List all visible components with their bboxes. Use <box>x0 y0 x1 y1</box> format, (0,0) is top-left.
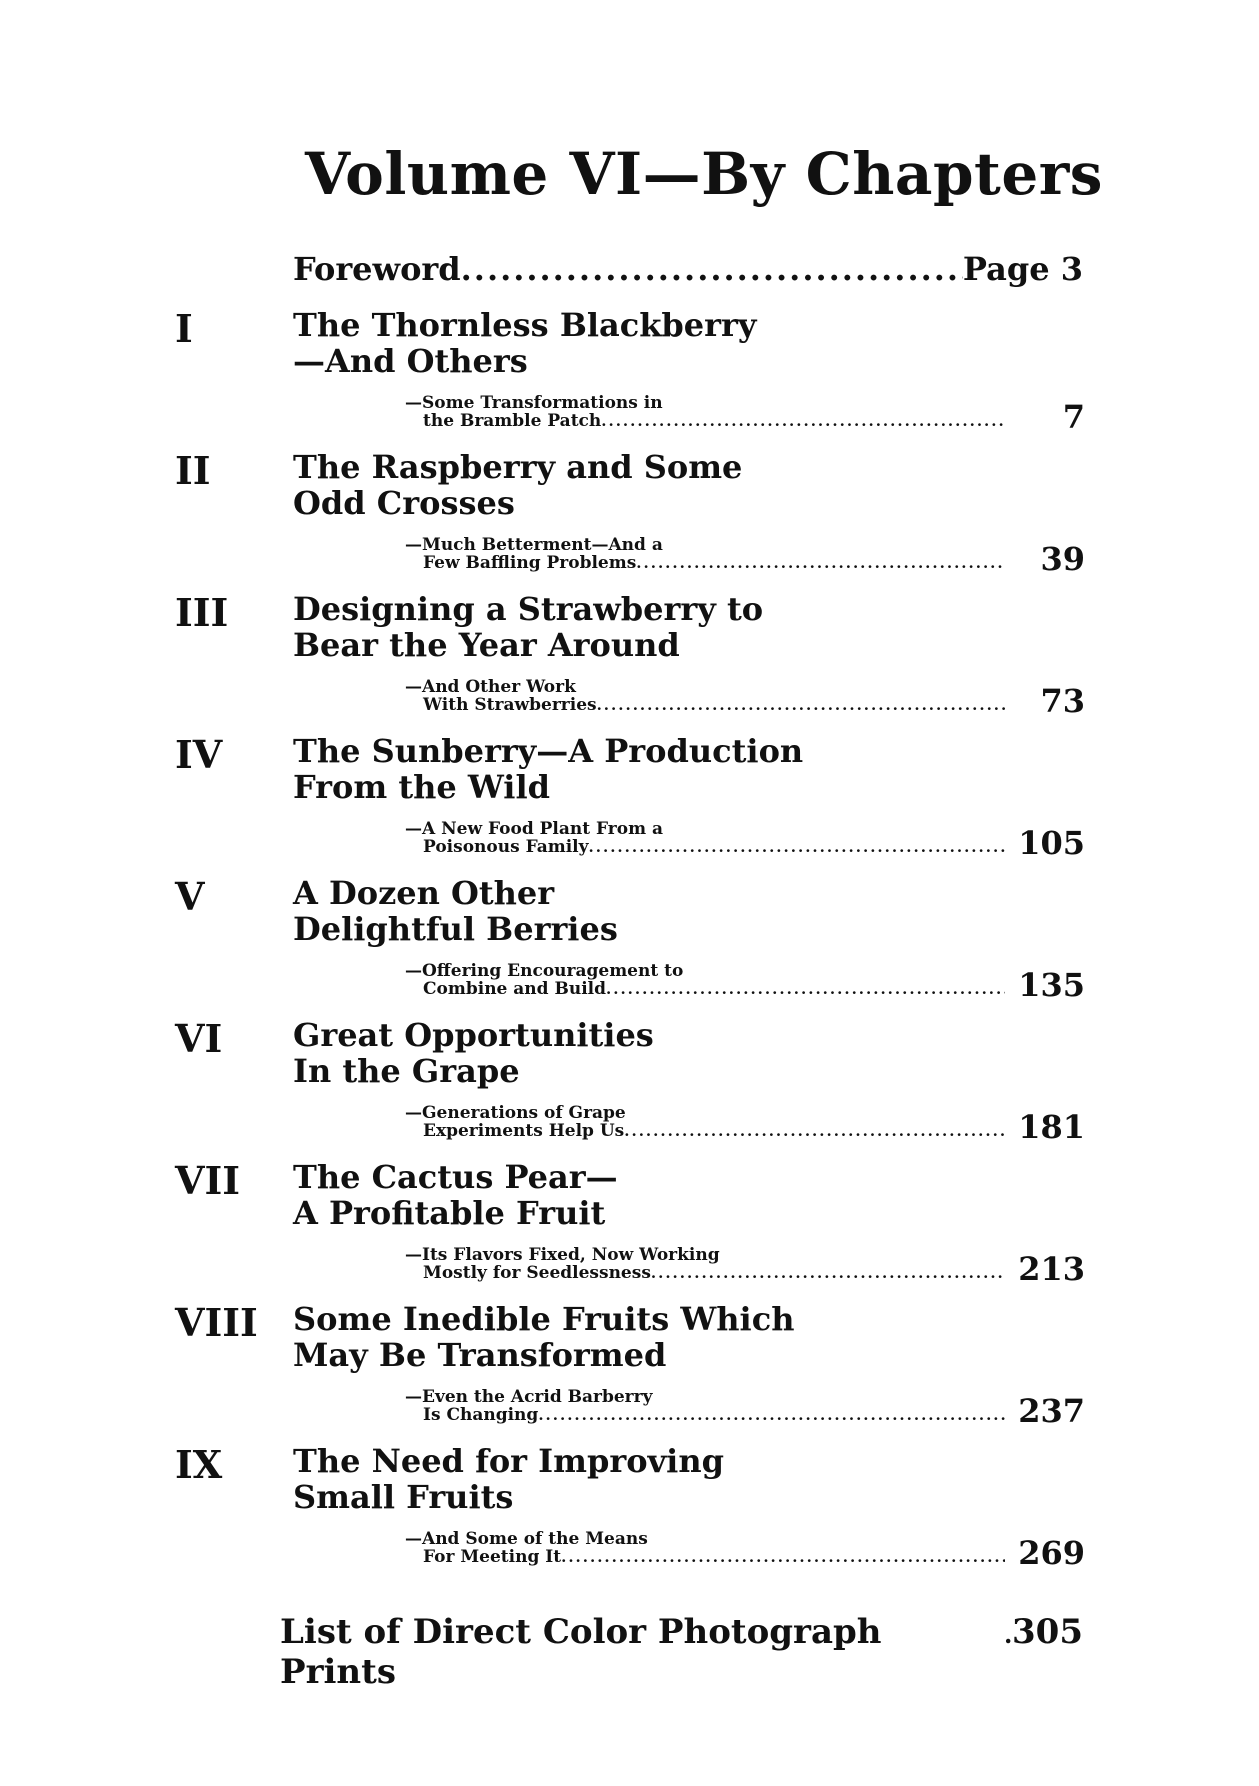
chapter-subtitle <box>405 678 1005 714</box>
foreword-page: Page 3 <box>962 250 1083 288</box>
chapter-subtitle <box>405 1246 1005 1282</box>
chapter-subtitle-line2: Few Baffling Problems <box>423 553 637 573</box>
chapter-title-line2: —And Others <box>293 342 528 380</box>
chapter-numeral: IX <box>175 1442 223 1487</box>
chapter-title-line1: The Cactus Pear— <box>293 1158 618 1196</box>
chapter-entry-vi[interactable] <box>175 1016 1085 1154</box>
chapter-numeral: IV <box>175 732 223 777</box>
chapter-subtitle-line2-row <box>405 1406 1005 1424</box>
chapter-subtitle <box>405 536 1005 572</box>
chapter-title-line1: The Sunberry—A Production <box>293 732 804 770</box>
chapter-title-line1: The Thornless Blackberry <box>293 306 757 344</box>
chapter-subtitle <box>405 1104 1005 1140</box>
chapter-subtitle-line1: —Even the Acrid Barberry <box>405 1387 653 1407</box>
leader-dots <box>538 1406 1005 1424</box>
chapter-subtitle-line2-row <box>405 696 1005 714</box>
chapter-page-number: 213 <box>1018 1250 1085 1288</box>
chapter-entry-viii[interactable] <box>175 1300 1085 1438</box>
chapter-title-line1: The Need for Improving <box>293 1442 724 1480</box>
chapter-title-line2: A Profitable Fruit <box>293 1194 606 1232</box>
list-of-prints-page: 305 <box>1012 1612 1083 1652</box>
chapter-title-line1: The Raspberry and Some <box>293 448 743 486</box>
leader-dots <box>561 1548 1005 1566</box>
chapter-subtitle-line2: Poisonous Family <box>423 837 589 857</box>
chapter-entry-i[interactable] <box>175 306 1085 444</box>
chapter-subtitle-line2-row <box>405 554 1005 572</box>
leader-dots <box>606 980 1005 998</box>
leader-dots <box>461 250 963 288</box>
chapter-entry-iv[interactable] <box>175 732 1085 870</box>
chapter-subtitle-line2-row <box>405 1264 1005 1282</box>
leader-dots <box>636 554 1005 572</box>
leader-dots <box>589 838 1005 856</box>
chapter-page-number: 135 <box>1018 966 1085 1004</box>
chapter-page-number: 73 <box>1040 682 1085 720</box>
chapter-subtitle-line1: —Much Betterment—And a <box>405 535 663 555</box>
chapter-page-number: 105 <box>1018 824 1085 862</box>
leader-dots <box>651 1264 1005 1282</box>
chapter-title-line1: A Dozen Other <box>293 874 555 912</box>
leader-dots <box>624 1122 1005 1140</box>
chapter-subtitle-line1: —Offering Encouragement to <box>405 961 684 981</box>
chapter-title-line1: Some Inedible Fruits Which <box>293 1300 795 1338</box>
chapter-subtitle-line2-row <box>405 838 1005 856</box>
chapter-subtitle-line2: Mostly for Seedlessness <box>423 1263 651 1283</box>
chapter-subtitle <box>405 962 1005 998</box>
chapter-numeral: I <box>175 306 193 351</box>
chapter-subtitle-line2: Is Changing <box>423 1405 539 1425</box>
foreword-entry[interactable] <box>293 250 1083 288</box>
chapter-title-line2: May Be Transformed <box>293 1336 667 1374</box>
leader-dots <box>996 1620 1012 1649</box>
chapter-subtitle-line2-row <box>405 1122 1005 1140</box>
chapter-subtitle <box>405 394 1005 430</box>
chapter-page-number: 269 <box>1018 1534 1085 1572</box>
chapter-subtitle-line1: —And Other Work <box>405 677 576 697</box>
chapter-subtitle <box>405 820 1005 856</box>
chapter-numeral: VIII <box>175 1300 258 1345</box>
chapter-subtitle-line2: Experiments Help Us <box>423 1121 625 1141</box>
chapter-subtitle-line2-row <box>405 980 1005 998</box>
chapter-subtitle-line2-row <box>405 1548 1005 1566</box>
leader-dots <box>597 696 1005 714</box>
chapter-title-line2: From the Wild <box>293 768 550 806</box>
chapter-numeral: VI <box>175 1016 223 1061</box>
chapter-subtitle-line1: —A New Food Plant From a <box>405 819 664 839</box>
leader-dots <box>601 412 1005 430</box>
chapter-subtitle-line2: With Strawberries <box>423 695 597 715</box>
chapter-title-line2: Small Fruits <box>293 1478 514 1516</box>
chapter-title-line1: Great Opportunities <box>293 1016 654 1054</box>
chapter-subtitle-line2: For Meeting It <box>423 1547 562 1567</box>
chapter-entry-ii[interactable] <box>175 448 1085 586</box>
chapter-subtitle-line1: —And Some of the Means <box>405 1529 648 1549</box>
chapter-entry-v[interactable] <box>175 874 1085 1012</box>
chapter-title-line2: In the Grape <box>293 1052 520 1090</box>
chapter-title-line2: Odd Crosses <box>293 484 515 522</box>
chapter-page-number: 181 <box>1018 1108 1085 1146</box>
chapter-subtitle-line1: —Generations of Grape <box>405 1103 626 1123</box>
chapter-subtitle-line1: —Its Flavors Fixed, Now Working <box>405 1245 720 1265</box>
chapter-subtitle-line2: the Bramble Patch <box>423 411 602 431</box>
page-title: Volume VI—By Chapters <box>305 140 1103 208</box>
chapter-numeral: V <box>175 874 205 919</box>
chapter-title-line2: Delightful Berries <box>293 910 618 948</box>
foreword-label: Foreword <box>293 250 461 288</box>
chapter-title-line1: Designing a Strawberry to <box>293 590 764 628</box>
chapter-title-line2: Bear the Year Around <box>293 626 680 664</box>
chapter-numeral: III <box>175 590 229 635</box>
chapter-page-number: 7 <box>1062 398 1085 436</box>
chapter-numeral: VII <box>175 1158 241 1203</box>
list-of-prints-entry[interactable] <box>280 1612 1083 1692</box>
list-of-prints-label: List of Direct Color Photograph Prints <box>280 1612 882 1692</box>
chapter-page-number: 39 <box>1040 540 1085 578</box>
chapter-entry-ix[interactable] <box>175 1442 1085 1580</box>
chapter-subtitle-line2: Combine and Build <box>423 979 607 999</box>
chapter-subtitle-line2-row <box>405 412 1005 430</box>
chapter-numeral: II <box>175 448 211 493</box>
chapter-subtitle <box>405 1530 1005 1566</box>
chapter-subtitle <box>405 1388 1005 1424</box>
chapter-subtitle-line1: —Some Transformations in <box>405 393 663 413</box>
chapter-entry-vii[interactable] <box>175 1158 1085 1296</box>
chapter-entry-iii[interactable] <box>175 590 1085 728</box>
chapter-page-number: 237 <box>1018 1392 1085 1430</box>
